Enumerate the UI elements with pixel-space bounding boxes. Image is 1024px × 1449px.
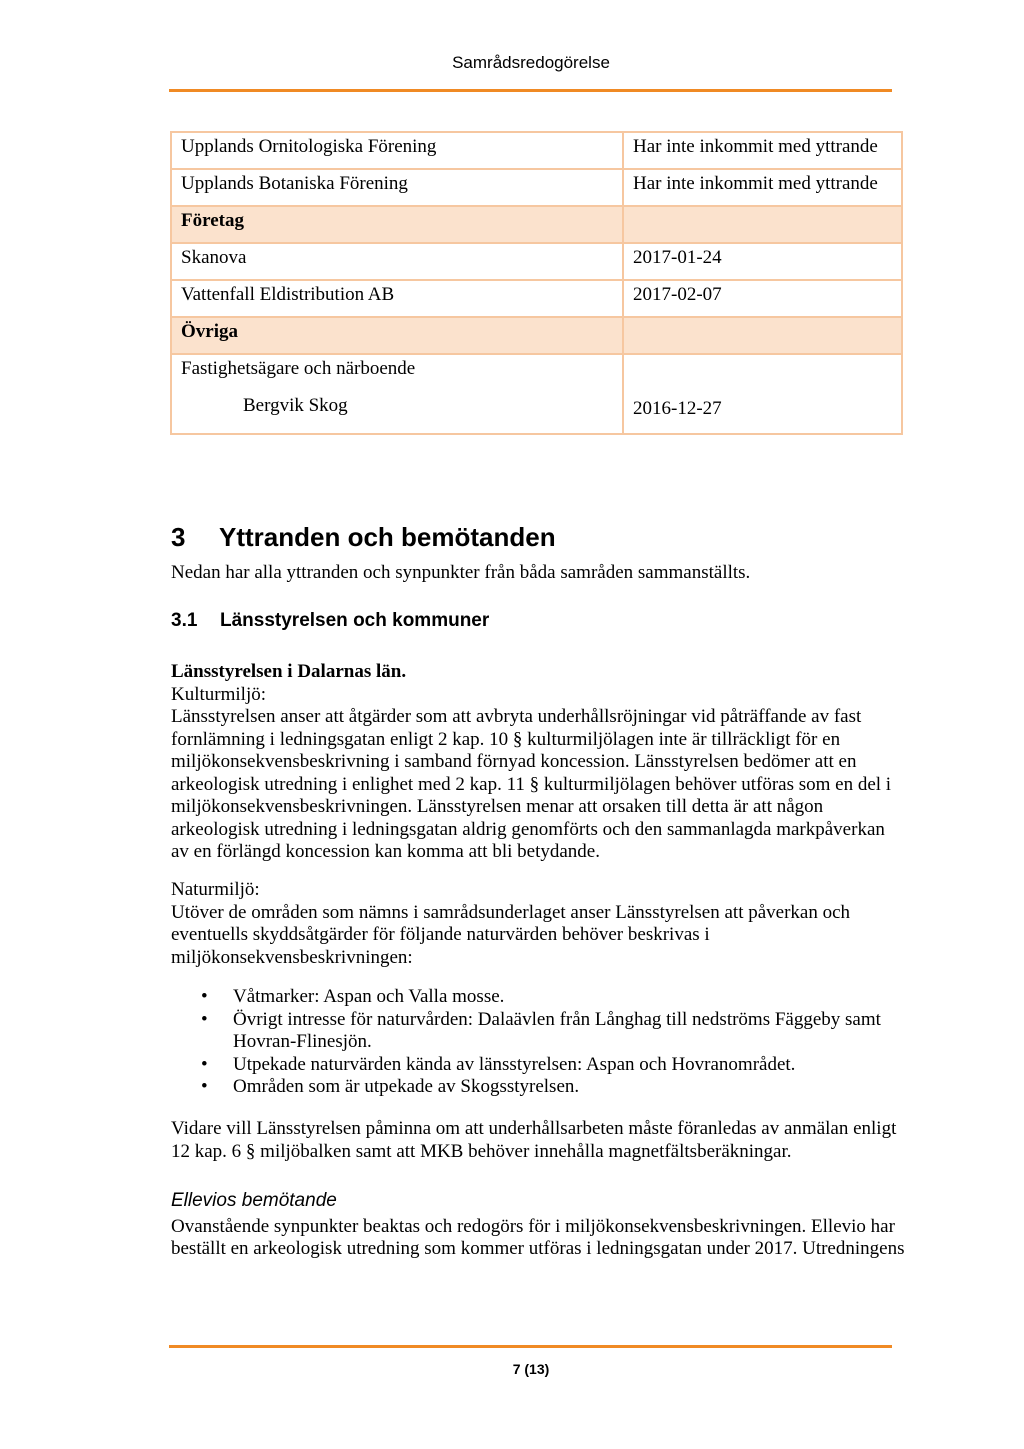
authority-heading: Länsstyrelsen i Dalarnas län.	[171, 661, 407, 682]
owner-group-label: Fastighetsägare och närboende	[181, 358, 416, 379]
section-3-heading	[171, 522, 556, 553]
bullet-icon: •	[201, 1053, 208, 1075]
kultur-paragraph: Länsstyrelsen anser att åtgärder som att avbryta underhållsröjningar vid påträffande av fast fornlämning i ledningsgatan enligt 2 kap. 10 § kulturmiljölagen inte är tillräckligt för en miljökonsekvensbeskrivning i samband förnyad koncession. Länsstyrelsen bedömer att en arkeologisk utredning i enlighet med 2 kap. 11 § kulturmiljölagen behöver utföras som en del i miljökonsekvensbeskrivningen. Länsstyrelsen menar att orsaken till detta är att någon arkeologisk utredning i ledningsgatan aldrig genomförts och den sammanlagda markpåverkan av en förlängd koncession kan komma att bli betydande.	[171, 706, 892, 862]
header-rule	[169, 89, 892, 92]
table-row	[171, 243, 902, 280]
ellevio-block	[171, 1190, 906, 1261]
owner-name: Bergvik Skog	[243, 395, 348, 416]
table-row	[171, 169, 902, 206]
list-item-text: Områden som är utpekade av Skogsstyrelsen.	[233, 1076, 580, 1097]
page-number: 7 (13)	[512, 1361, 550, 1377]
owner-date: 2016-12-27	[633, 398, 722, 419]
page-header-title: Samrådsredogörelse	[452, 53, 610, 72]
response-heading: Ellevios bemötande	[171, 1190, 337, 1211]
table-row	[171, 354, 902, 434]
table-cell-name: Upplands Botaniska Förening	[171, 169, 623, 206]
table-row	[171, 280, 902, 317]
section-3-1-heading	[171, 610, 489, 632]
table-cell-status: Har inte inkommit med yttrande	[623, 169, 902, 206]
bullet-icon: •	[201, 1076, 208, 1097]
vidare-paragraph: Vidare vill Länsstyrelsen påminna om att underhållsarbeten måste föranledas av anmälan enligt 12 kap. 6 § miljöbalken samt att MKB behöver innehålla magnetfältsberäkningar.	[171, 1118, 897, 1162]
list-item	[171, 1054, 906, 1077]
table-section-row	[171, 206, 902, 243]
table-cell-name: Upplands Ornitologiska Förening	[171, 132, 623, 169]
bullet-icon: •	[201, 1008, 208, 1030]
table-section-row	[171, 317, 902, 354]
list-item	[171, 1076, 906, 1099]
response-paragraph: Ovanstående synpunkter beaktas och redogörs för i miljökonsekvensbeskrivningen. Ellevio har beställt en arkeologisk utredning som kommer utföras i ledningsgatan under 2017. Utredningens	[171, 1215, 905, 1259]
table-section-empty	[623, 206, 902, 243]
list-item-text: Våtmarker: Aspan och Valla mosse.	[233, 986, 505, 1007]
table-section-label: Övriga	[171, 317, 623, 354]
table-cell-name	[171, 354, 623, 434]
lansstyrelsen-block	[171, 661, 906, 864]
footer-rule	[169, 1345, 892, 1348]
section-number: 3	[171, 522, 186, 552]
list-item	[171, 986, 906, 1009]
list-item-text: Övrigt intresse för naturvården: Dalaävlen från Långhag till nedströms Fäggeby samt Hovran-Flinesjön.	[233, 1008, 881, 1052]
section-title: Yttranden och bemötanden	[219, 522, 556, 552]
list-item-text: Utpekade naturvärden kända av länsstyrelsen: Aspan och Hovranområdet.	[233, 1053, 796, 1075]
list-item	[171, 1009, 906, 1054]
kultur-label: Kulturmiljö:	[171, 683, 266, 705]
table-cell-name: Vattenfall Eldistribution AB	[171, 280, 623, 317]
natur-paragraph: Utöver de områden som nämns i samrådsunderlaget anser Länsstyrelsen att påverkan och eventuells skyddsåtgärder för följande naturvärden behöver beskrivas i miljökonsekvensbeskrivningen:	[171, 901, 851, 968]
table-cell-status: 2017-02-07	[623, 280, 902, 317]
table-section-empty	[623, 317, 902, 354]
natur-bullet-list	[171, 986, 906, 1099]
natur-label: Naturmiljö:	[171, 879, 260, 900]
table-section-label: Företag	[171, 206, 623, 243]
bullet-icon: •	[201, 986, 208, 1007]
table-cell-status: Har inte inkommit med yttrande	[623, 132, 902, 169]
consultation-table	[170, 131, 903, 435]
table-cell-status	[623, 354, 902, 434]
table-cell-status: 2017-01-24	[623, 243, 902, 280]
subsection-title: Länsstyrelsen och kommuner	[220, 610, 490, 631]
table-row	[171, 132, 902, 169]
table-cell-name: Skanova	[171, 243, 623, 280]
section-intro: Nedan har alla yttranden och synpunkter från båda samråden sammanställts.	[171, 562, 751, 583]
natur-block	[171, 879, 906, 969]
subsection-number: 3.1	[171, 610, 198, 631]
